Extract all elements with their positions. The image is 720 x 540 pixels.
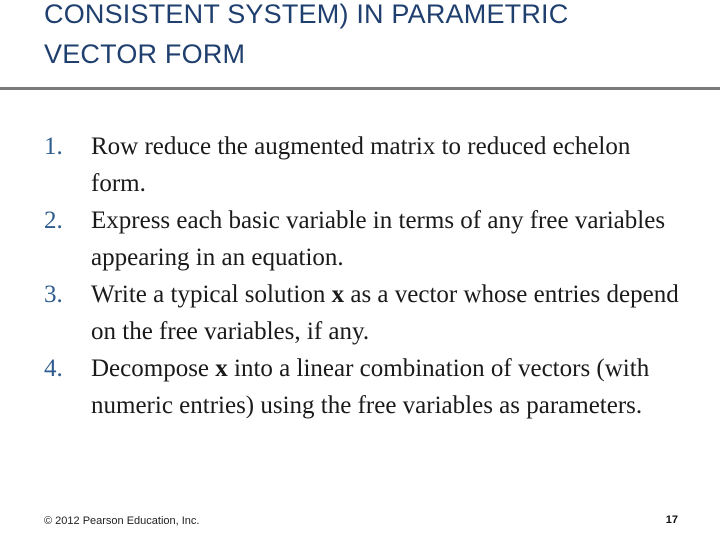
page-number: 17 [665, 514, 678, 526]
step-text [91, 350, 684, 424]
vector-x: x [215, 355, 228, 382]
step-item-3 [44, 276, 684, 350]
step-item-2 [44, 202, 684, 276]
step-text-after: into a linear combination of vectors (with numeric entries) using the free variables as parameters. [91, 355, 650, 419]
step-item-4 [44, 350, 684, 424]
copyright-text: © 2012 Pearson Education, Inc. [44, 515, 200, 527]
step-number: 3. [44, 281, 63, 308]
step-number: 4. [44, 355, 63, 382]
vector-x: x [331, 281, 345, 308]
title-line-1: CONSISTENT SYSTEM) IN PARAMETRIC [44, 0, 569, 29]
steps-list [44, 128, 684, 424]
title-line-2: VECTOR FORM [44, 39, 246, 69]
step-text-before: Decompose [91, 355, 216, 382]
step-text-before: Write a typical solution [91, 281, 332, 308]
step-text: Express each basic variable in terms of any free variables appearing in an equation. [91, 207, 666, 271]
step-number: 1. [44, 133, 63, 160]
step-text: Row reduce the augmented matrix to reduced echelon form. [91, 133, 631, 197]
slide-title [44, 0, 704, 74]
step-text-after: as a vector whose entries depend on the free variables, if any. [91, 281, 679, 345]
step-number: 2. [44, 207, 63, 234]
step-text [91, 276, 684, 350]
title-divider [0, 87, 720, 90]
step-item-1 [44, 128, 684, 202]
